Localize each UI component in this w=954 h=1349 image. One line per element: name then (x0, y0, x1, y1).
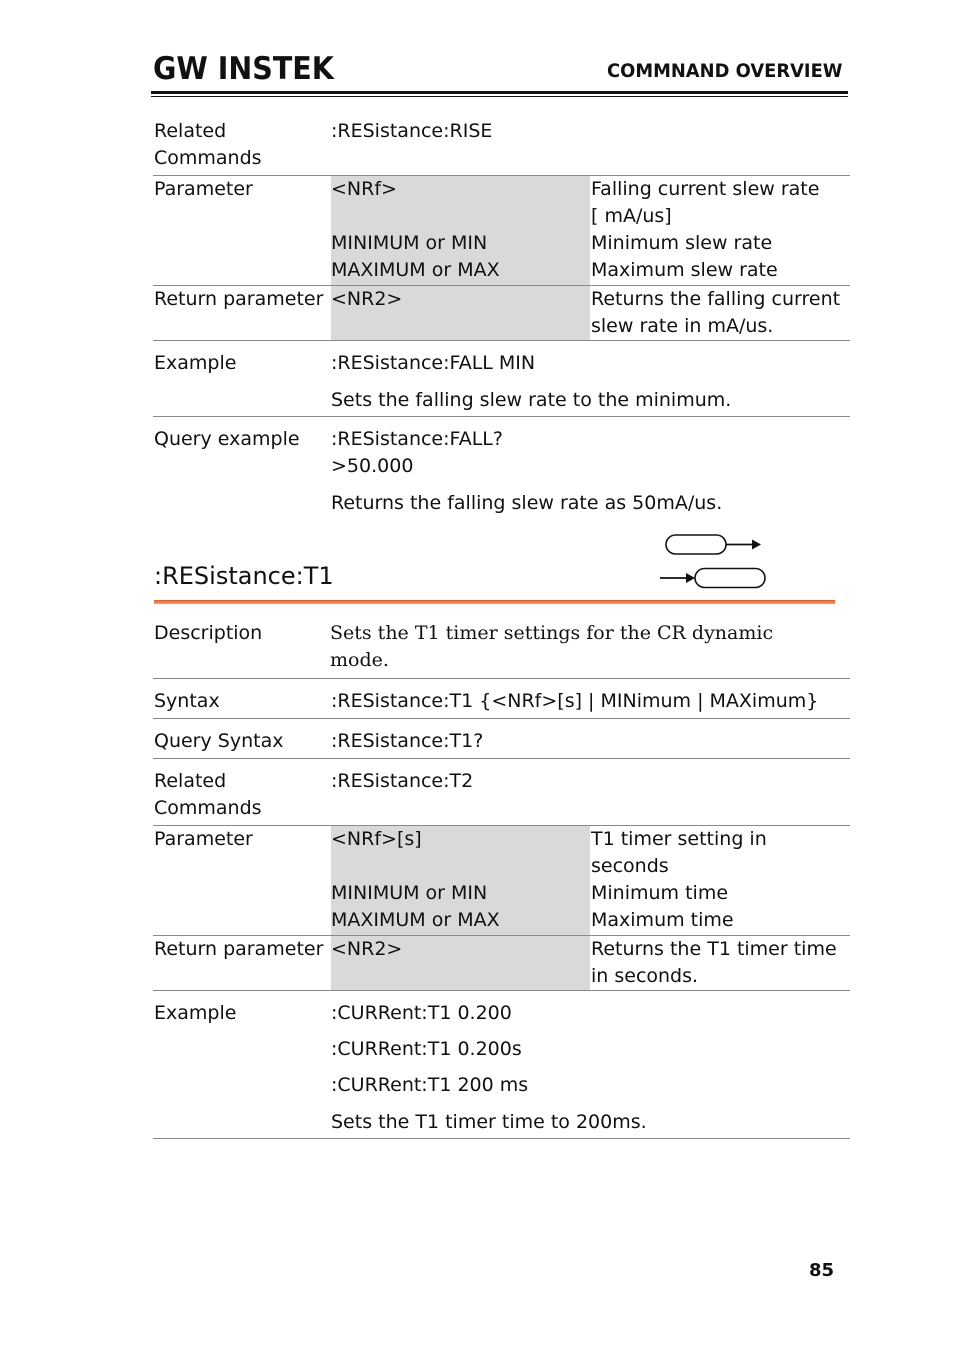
parameter-name: MINIMUM or MIN (331, 882, 488, 904)
parameter-label: Parameter (154, 828, 253, 850)
fall-return-parameter-row (153, 286, 850, 341)
parameter-description: Maximum slew rate (591, 259, 778, 281)
return-parameter-name: <NR2> (331, 288, 403, 310)
example-command: :CURRent:T1 0.200s (331, 1038, 522, 1060)
return-parameter-label: Return parameter (154, 938, 324, 960)
related-commands-value: :RESistance:T2 (331, 770, 474, 792)
parameter-description: Minimum time (591, 882, 729, 904)
related-commands-label: Related Commands (154, 770, 262, 819)
parameter-description: Falling current slew rate [ mA/us] (591, 178, 820, 227)
set-command-icon (666, 535, 761, 554)
query-syntax-row (153, 728, 850, 759)
description-row (153, 620, 850, 679)
syntax-label: Syntax (154, 690, 220, 712)
example-command: :RESistance:FALL MIN (331, 352, 536, 374)
t1-example-row (153, 1000, 850, 1139)
related-commands-value: :RESistance:RISE (331, 120, 493, 142)
t1-parameter-row (153, 826, 850, 936)
query-syntax-label: Query Syntax (154, 730, 284, 752)
syntax-value: :RESistance:T1 {<NRf>[s] | MINimum | MAXimum} (331, 690, 819, 712)
section-title: :RESistance:T1 (154, 562, 334, 590)
section-rule (154, 600, 835, 604)
example-label: Example (154, 1002, 237, 1024)
example-command: :CURRent:T1 0.200 (331, 1002, 512, 1024)
parameter-name: MAXIMUM or MAX (331, 259, 500, 281)
parameter-name: <NRf> (331, 178, 397, 200)
t1-return-parameter-row (153, 936, 850, 991)
description-value: Sets the T1 timer settings for the CR dynamic mode. (330, 622, 774, 671)
command-type-icons (658, 533, 768, 591)
parameter-label: Parameter (154, 178, 253, 200)
related-commands-label: Related Commands (154, 120, 262, 169)
query-example-note: Returns the falling slew rate as 50mA/us. (331, 492, 723, 514)
fall-related-commands-row (153, 118, 850, 176)
return-parameter-description: Returns the T1 timer time in seconds. (591, 938, 837, 987)
parameter-description: Minimum slew rate (591, 232, 773, 254)
return-parameter-label: Return parameter (154, 288, 324, 310)
parameter-description: Maximum time (591, 909, 734, 931)
parameter-description: T1 timer setting in seconds (591, 828, 767, 877)
fall-example-row (153, 350, 850, 417)
query-syntax-value: :RESistance:T1? (331, 730, 484, 752)
fall-query-example-row (153, 426, 850, 520)
description-label: Description (154, 622, 263, 644)
fall-parameter-row (153, 176, 850, 286)
example-command: :CURRent:T1 200 ms (331, 1074, 529, 1096)
parameter-name: MINIMUM or MIN (331, 232, 488, 254)
return-parameter-name: <NR2> (331, 938, 403, 960)
header-rule (151, 91, 848, 94)
syntax-row (153, 688, 850, 719)
query-example-label: Query example (154, 428, 300, 450)
header-title: COMMNAND OVERVIEW (606, 60, 842, 82)
parameter-name: MAXIMUM or MAX (331, 909, 500, 931)
t1-related-commands-row (153, 768, 850, 826)
return-parameter-description: Returns the falling current slew rate in mA/us. (591, 288, 841, 337)
gw-instek-logo: GW INSTEK (153, 51, 334, 87)
example-note: Sets the falling slew rate to the minimum. (331, 389, 732, 411)
header-rule-thin (151, 96, 848, 97)
page-number: 85 (808, 1260, 834, 1281)
example-label: Example (154, 352, 237, 374)
parameter-name: <NRf>[s] (331, 828, 422, 850)
example-note: Sets the T1 timer time to 200ms. (331, 1111, 647, 1133)
query-example-command: :RESistance:FALL? >50.000 (331, 428, 503, 477)
query-command-icon (660, 569, 765, 588)
